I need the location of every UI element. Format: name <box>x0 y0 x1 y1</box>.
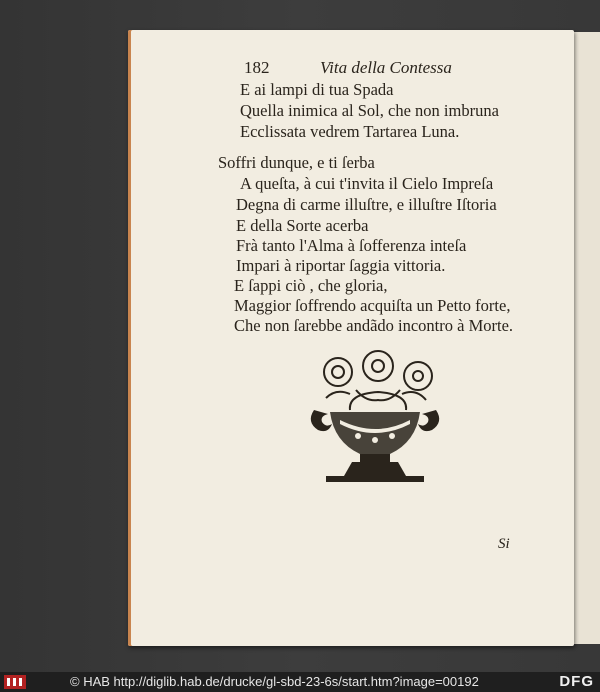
page-number: 182 <box>244 58 270 77</box>
flower-center-icon <box>363 351 393 381</box>
flower-vase-ornament <box>306 350 444 490</box>
verse-line: E ai lampi di tua Spada <box>240 80 394 99</box>
verse-line: Degna di carme illuſtre, e illuſtre Iſtoria <box>236 195 497 214</box>
running-title: Vita della Contessa <box>320 58 452 77</box>
verse-line: Impari à riportar ſaggia vittoria. <box>236 256 446 275</box>
vase-handle-right-icon <box>418 410 439 431</box>
verse-line: E della Sorte acerba <box>236 216 369 235</box>
verse-line: Che non ſarebbe andãdo incontro à Morte. <box>234 316 514 335</box>
verse-line: Soffri dunque, e ti ſerba <box>218 153 375 172</box>
facing-page-edge <box>572 32 600 644</box>
flower-right-icon <box>404 362 432 390</box>
dfg-logo: DFG <box>559 673 594 690</box>
catchword: Si <box>498 536 510 552</box>
vase-handle-left-icon <box>311 410 332 431</box>
verse-line: Ecclissata vedrem Tartarea Luna. <box>240 122 460 141</box>
verse-line: Frà tanto l'Alma à ſofferenza inteſa <box>236 236 467 255</box>
footer-bar <box>0 672 600 692</box>
flower-left-icon <box>324 358 352 386</box>
source-url-link[interactable]: © HAB http://diglib.hab.de/drucke/gl-sbd-23-6s/start.htm?image=00192 <box>70 674 479 689</box>
verse-line: E ſappi ciò , che gloria, <box>234 276 388 295</box>
verse-line: Quella inimica al Sol, che non imbruna <box>240 101 499 120</box>
verse-line: A queſta, à cui t'invita il Cielo Impreſa <box>240 174 494 193</box>
hab-logo-icon <box>4 675 26 689</box>
verse-line: Maggior ſoffrendo acquiſta un Petto forte, <box>234 296 511 315</box>
